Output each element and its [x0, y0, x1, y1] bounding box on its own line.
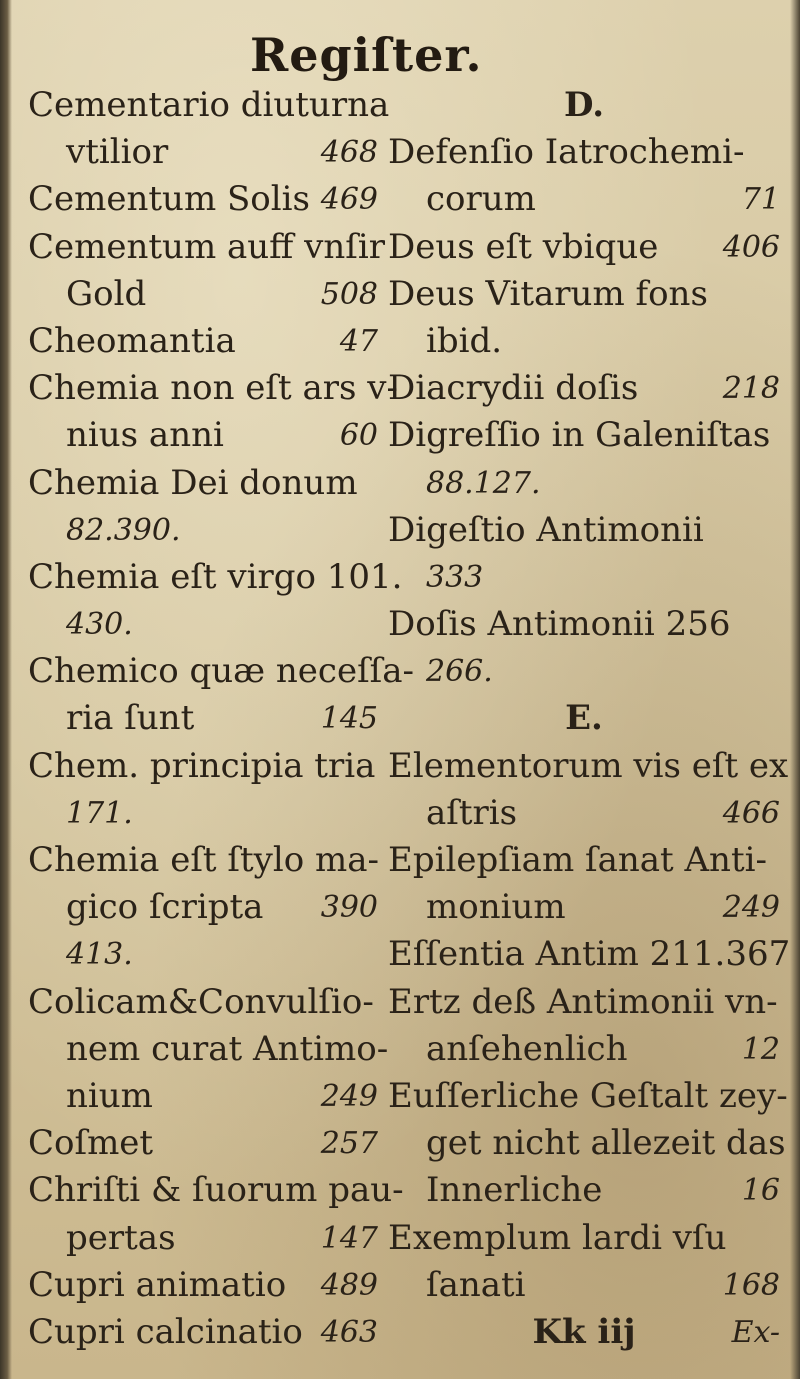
index-entry-line	[388, 648, 780, 695]
index-entry-line	[388, 460, 780, 507]
index-entry-page-number: 147	[320, 1220, 378, 1256]
index-entry-line	[388, 271, 780, 318]
index-entry-text: Chem. principia tria	[28, 745, 376, 786]
index-entry-text: gico ſcripta	[66, 887, 264, 928]
index-entry-page-number: 463	[320, 1314, 378, 1350]
index-entry-text: 171.	[66, 795, 133, 831]
index-entry-line	[28, 1309, 378, 1356]
index-entry-line	[28, 318, 378, 365]
index-entry-line	[388, 82, 780, 129]
index-entry-text: Colicam&Convulſio-	[28, 981, 374, 1022]
index-entry-page-number: 71	[741, 182, 780, 218]
index-entry-page-number: 168	[722, 1267, 780, 1303]
index-entry-page-number: 249	[722, 890, 780, 926]
index-entry-text: pertas	[66, 1217, 176, 1258]
index-entry-line	[388, 554, 780, 601]
index-entry-text: Chemia eſt ſtylo ma-	[28, 840, 380, 880]
index-entry-line	[388, 224, 780, 271]
index-entry-line	[388, 1026, 780, 1073]
index-entry-line	[388, 1309, 780, 1356]
index-entry-line	[388, 884, 780, 931]
index-entry-line	[388, 365, 780, 412]
index-entry-line	[28, 507, 378, 554]
index-entry-page-number: 390	[320, 890, 378, 926]
index-entry-line	[28, 648, 415, 695]
index-entry-line	[388, 1167, 780, 1214]
index-entry-text: Chemia Dei donum	[28, 462, 358, 503]
index-entry-line	[28, 554, 403, 601]
index-entry-text: nius anni	[66, 415, 224, 456]
index-entry-page-number: 47	[339, 323, 378, 359]
index-entry-line	[28, 271, 378, 318]
index-entry-text: vtilior	[66, 132, 169, 173]
index-entry-text: corum	[426, 179, 536, 220]
index-entry-page-number: 145	[320, 701, 378, 737]
index-entry-line	[28, 743, 378, 790]
index-entry-text: Doſis Antimonii 256	[388, 604, 731, 645]
index-entry-line	[28, 365, 398, 412]
index-entry-text: 333	[426, 559, 484, 595]
index-entry-line	[388, 743, 789, 790]
index-entry-line	[388, 318, 780, 365]
index-entry-line	[388, 412, 780, 459]
index-entry-line	[28, 1215, 378, 1262]
index-entry-line	[388, 601, 780, 648]
index-entry-line	[28, 837, 378, 884]
index-entry-text: Kk iij	[532, 1311, 636, 1352]
index-entry-text: Exemplum lardi vſu	[388, 1217, 727, 1258]
index-entry-line	[388, 507, 780, 554]
index-entry-text: Cementum auff vnſir	[28, 226, 385, 267]
index-entry-text: Digreſſio in Galeniſtas	[388, 415, 771, 456]
index-entry-text: anſehenlich	[426, 1028, 628, 1069]
index-entry-line	[28, 1262, 378, 1309]
index-entry-text: ſanati	[426, 1264, 526, 1305]
index-entry-page-number: Ex-	[731, 1314, 780, 1350]
index-entry-page-number: 249	[320, 1078, 378, 1114]
index-entry-page-number: 466	[722, 795, 780, 831]
index-entry-text: Cheomantia	[28, 320, 236, 361]
index-entry-text: Ertz deß Antimonii vn-	[388, 981, 778, 1022]
index-entry-text: ria ſunt	[66, 698, 195, 739]
page-left-shadow	[0, 0, 12, 1379]
index-entry-line	[388, 837, 780, 884]
index-entry-text: 82.390.	[66, 512, 181, 548]
index-entry-line	[388, 176, 780, 223]
index-entry-text: 430.	[66, 607, 133, 643]
index-entry-text: Defenſio Iatrochemi-	[388, 132, 745, 173]
index-entry-line	[28, 1167, 404, 1214]
index-entry-line	[28, 1073, 378, 1120]
index-entry-line	[28, 790, 378, 837]
index-entry-text: Cementario diuturna	[28, 85, 390, 125]
index-entry-line	[388, 1120, 786, 1167]
index-entry-line	[28, 82, 390, 129]
index-entry-text: Chemico quæ neceſſa-	[28, 651, 415, 692]
index-entry-line	[28, 695, 378, 742]
index-entry-text: monium	[426, 887, 566, 928]
index-entry-line	[28, 601, 378, 648]
index-entry-text: Deus eſt vbique	[388, 226, 659, 267]
index-entry-line	[388, 790, 780, 837]
index-entry-text: Gold	[66, 273, 147, 314]
index-entry-page-number: 508	[320, 276, 378, 312]
index-entry-text: nium	[66, 1075, 153, 1116]
index-entry-text: Chriſti & ſuorum pau-	[28, 1170, 404, 1211]
index-entry-text: 88.127.	[426, 465, 541, 501]
page-right-shadow	[790, 0, 800, 1379]
index-entry-text: Epilepſiam ſanat Anti-	[388, 840, 767, 880]
index-entry-page-number: 257	[320, 1126, 378, 1162]
index-entry-line	[388, 695, 780, 742]
index-entry-page-number: 406	[722, 229, 780, 265]
index-entry-text: aſtris	[426, 792, 518, 833]
index-entry-page-number: 16	[741, 1173, 780, 1209]
index-entry-line	[28, 1120, 378, 1167]
index-entry-line	[28, 979, 378, 1026]
index-entry-page-number: 469	[320, 182, 378, 218]
index-entry-text: D.	[563, 85, 605, 125]
index-entry-line	[388, 1073, 788, 1120]
index-entry-line	[28, 176, 378, 223]
index-entry-text: Coſmet	[28, 1123, 154, 1164]
page-heading: Regiſter.	[250, 28, 483, 82]
index-entry-text: Chemia non eſt ars v-	[28, 368, 398, 409]
index-entry-text: Eſſentia Antim 211.367	[388, 934, 791, 975]
index-entry-line	[28, 412, 378, 459]
index-entry-text: Chemia eſt virgo 101.	[28, 556, 403, 597]
index-entry-text: Cementum Solis	[28, 179, 310, 220]
index-entry-page-number: 60	[339, 418, 378, 454]
index-entry-page-number: 218	[722, 371, 780, 407]
index-entry-text: Deus Vitarum fons	[388, 273, 708, 314]
index-column-right	[388, 82, 791, 1356]
index-entry-text: Cupri animatio	[28, 1264, 287, 1305]
index-entry-text: nem curat Antimo-	[66, 1028, 389, 1069]
index-entry-page-number: 489	[320, 1267, 378, 1303]
index-entry-line	[388, 129, 780, 176]
index-entry-text: Digeſtio Antimonii	[388, 509, 704, 550]
index-entry-line	[28, 224, 385, 271]
index-entry-line	[388, 931, 791, 978]
index-entry-text: 413.	[66, 937, 133, 973]
index-entry-line	[388, 1262, 780, 1309]
index-entry-page-number: 12	[741, 1031, 780, 1067]
index-entry-text: get nicht allezeit das	[426, 1123, 786, 1164]
index-entry-line	[28, 1026, 389, 1073]
index-entry-text: ibid.	[426, 320, 503, 361]
index-entry-text: Diacrydii doſis	[388, 368, 639, 409]
index-entry-line	[28, 460, 378, 507]
index-entry-text: Euſſerliche Geſtalt zey-	[388, 1075, 788, 1116]
index-entry-page-number: 468	[320, 135, 378, 171]
index-entry-line	[28, 931, 378, 978]
index-entry-line	[28, 129, 378, 176]
index-entry-text: Cupri calcinatio	[28, 1311, 303, 1352]
index-entry-text: E.	[565, 698, 603, 739]
index-column-left	[28, 82, 415, 1356]
index-entry-text: Innerliche	[426, 1170, 603, 1211]
index-entry-text: Elementorum vis eſt ex	[388, 745, 789, 786]
index-entry-text: 266.	[426, 654, 493, 690]
index-entry-line	[388, 979, 780, 1026]
index-entry-line	[28, 884, 378, 931]
index-entry-line	[388, 1215, 780, 1262]
